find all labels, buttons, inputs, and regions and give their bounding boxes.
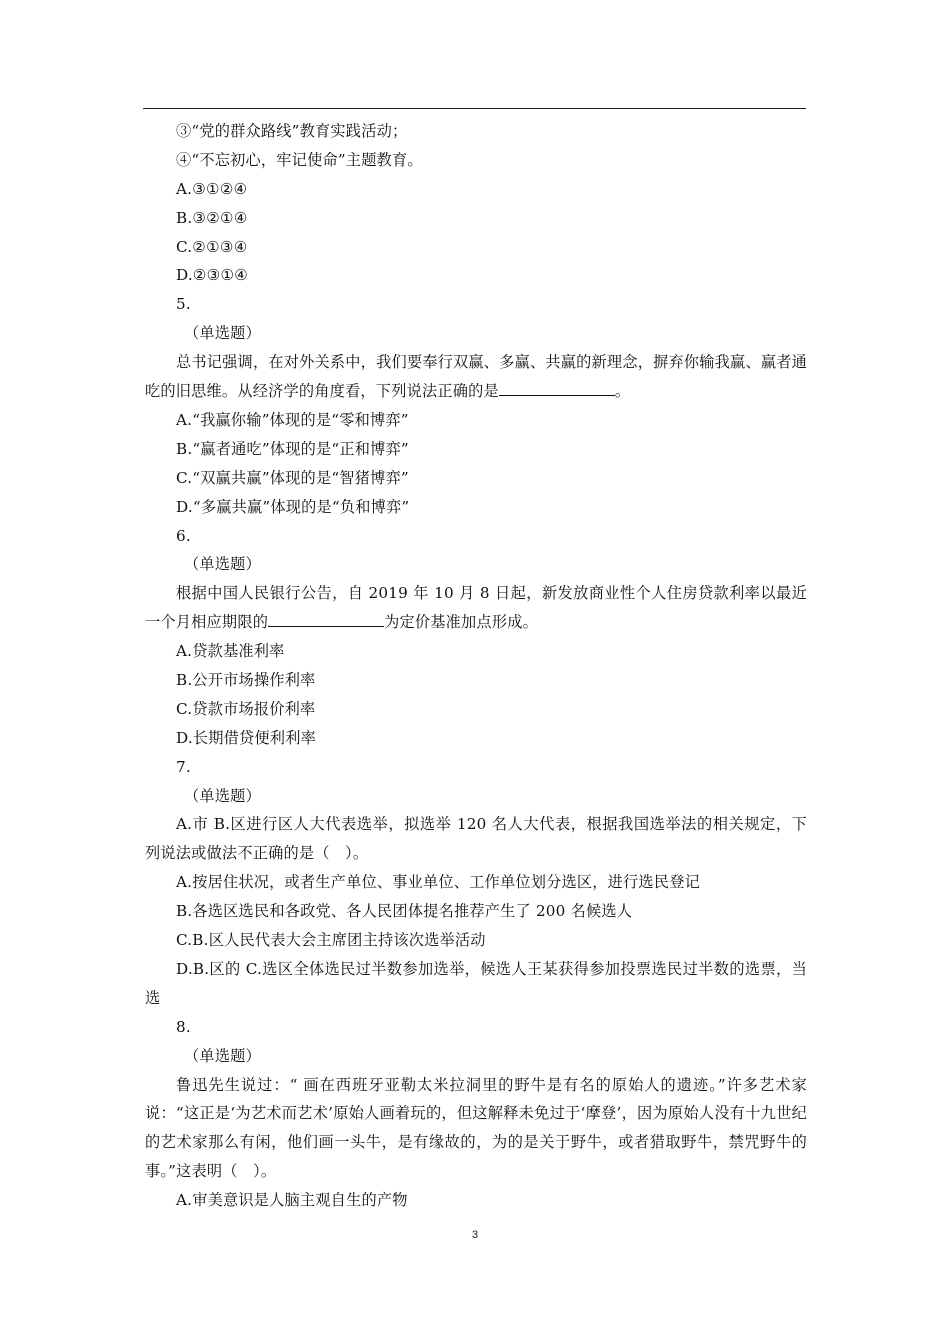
question-number: 5. — [176, 295, 191, 314]
question-type: （单选题） — [184, 786, 261, 805]
option: C.“双赢共赢”体现的是“智猪博弈” — [176, 468, 409, 487]
page-number: 3 — [471, 1229, 479, 1241]
question-number: 7. — [176, 757, 191, 776]
option: A.审美意识是人脑主观自生的产物 — [176, 1191, 408, 1210]
option: A.“我赢你输”体现的是“零和博弈” — [176, 410, 409, 429]
page-body — [145, 117, 807, 1215]
option: D.②③①④ — [176, 266, 249, 285]
header-rule — [143, 108, 806, 109]
question-stem: A.市 B.区进行区人大代表选举，拟选举 120 名人大代表，根据我国选举法的相关规定，下列说法或做法不正确的是（ ）。 — [145, 815, 807, 863]
option: B.③②①④ — [176, 208, 248, 227]
list-item: ③“党的群众路线”教育实践活动； — [176, 122, 408, 140]
question-stem: 根据中国人民银行公告，自 2019 年 10 月 8 日起，新发放商业性个人住房贷款利率以最近一个月相应期限的 为定价基准加点形成。 — [145, 584, 807, 632]
answer-blank — [268, 610, 384, 627]
question-number: 8. — [176, 1017, 191, 1036]
option: C.②①③④ — [176, 237, 248, 256]
option: A.③①②④ — [176, 179, 248, 198]
question-type: （单选题） — [184, 555, 261, 574]
question-number: 6. — [176, 526, 191, 545]
option: B.公开市场操作利率 — [176, 670, 316, 689]
option: C.贷款市场报价利率 — [176, 699, 316, 718]
question-stem: 总书记强调，在对外关系中，我们要奉行双赢、多赢、共赢的新理念，摒弃你输我赢、赢者通吃的旧思维。从经济学的角度看，下列说法正确的是 。 — [145, 353, 807, 401]
option: D.B.区的 C.选区全体选民过半数参加选举，候选人王某获得参加投票选民过半数的选票，当选 — [145, 959, 807, 1007]
option: B.各选区选民和各政党、各人民团体提名推荐产生了 200 名候选人 — [176, 902, 633, 921]
option: C.B.区人民代表大会主席团主持该次选举活动 — [176, 931, 486, 950]
option: A.贷款基准利率 — [176, 642, 285, 661]
option: B.“赢者通吃”体现的是“正和博弈” — [176, 439, 409, 458]
option: D.长期借贷便利利率 — [176, 728, 316, 747]
option: A.按居住状况，或者生产单位、事业单位、工作单位划分选区，进行选民登记 — [176, 873, 700, 892]
list-item: ④“不忘初心，牢记使命”主题教育。 — [176, 150, 423, 169]
option: D.“多赢共赢”体现的是“负和博弈” — [176, 497, 410, 516]
question-type: （单选题） — [184, 324, 261, 343]
answer-blank — [499, 379, 615, 396]
question-stem: 鲁迅先生说过：“ 画在西班牙亚勒太米拉洞里的野牛是有名的原始人的遗迹。”许多艺术家说：“这正是‘为艺术而艺术’原始人画着玩的，但这解释未免过于‘摩登’，因为原始人没有十九世纪的艺术家那么有闲，他们画一头牛，是有缘故的，为的是关于野牛，或者猎取野牛，禁咒野牛的事。”这表明（ ）。 — [145, 1075, 807, 1181]
question-type: （单选题） — [184, 1046, 261, 1065]
